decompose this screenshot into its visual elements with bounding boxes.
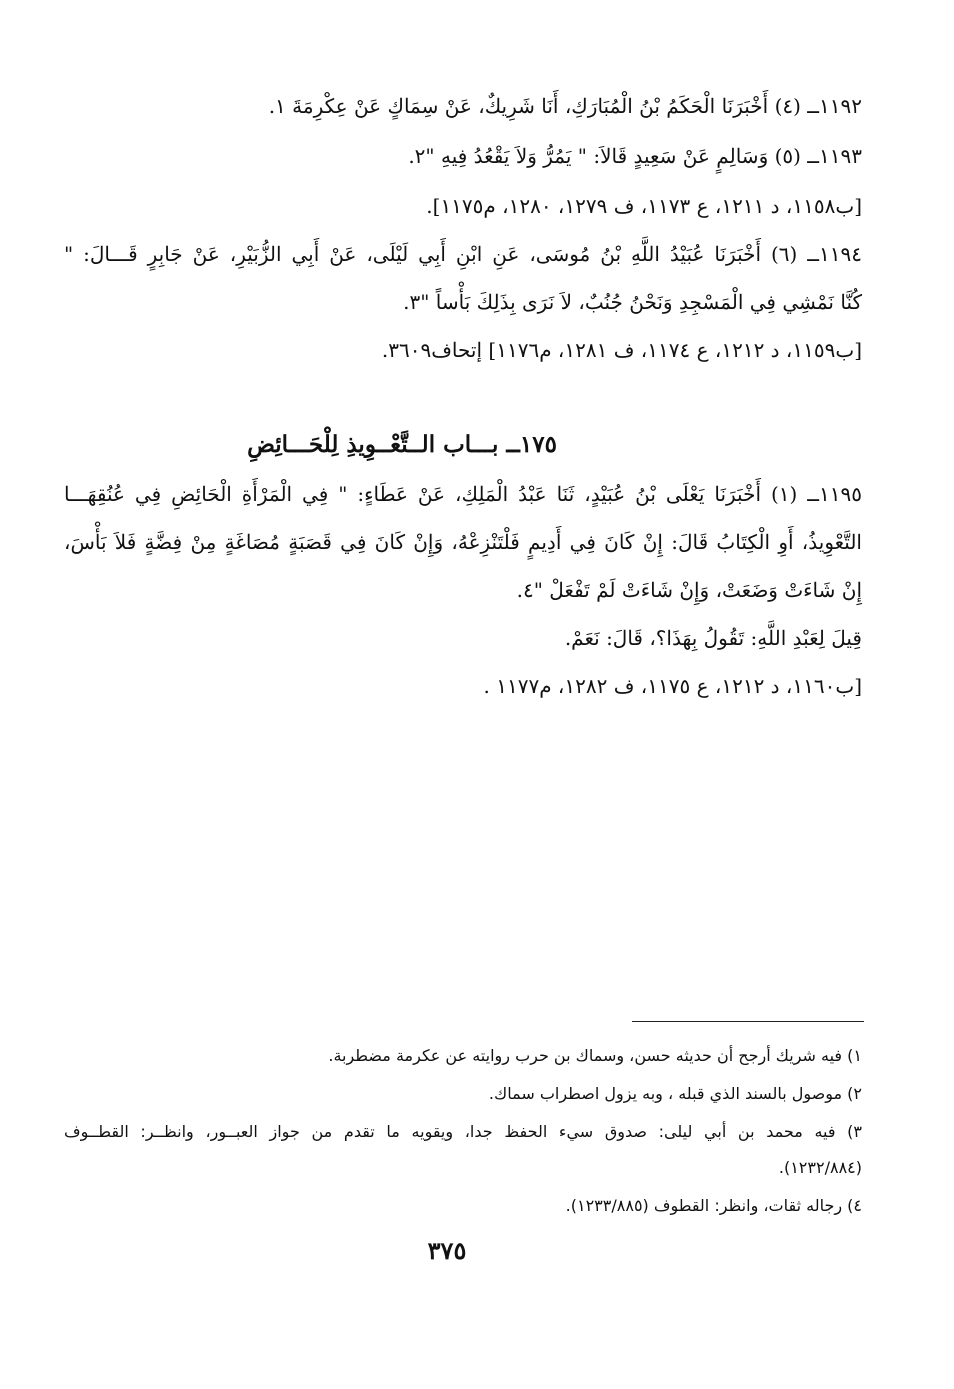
footnote-separator [632, 1021, 864, 1022]
question-line: قِيلَ لِعَبْدِ اللَّهِ: تَقُولُ بِهَذَا؟، قَالَ: نَعَمْ. [564, 626, 862, 650]
hadith-1195-continued: إِنْ شَاءَتْ وَضَعَتْ، وَإِنْ شَاءَتْ لَمْ تَفْعَلْ "٤. [516, 578, 862, 602]
footnote-4: ٤) رجاله ثقات، وانظر: القطوف (١٢٣٣/٨٨٥). [565, 1196, 862, 1215]
footnote-2: ٢) موصول بالسند الذي قبله ، وبه يزول اصطراب سماك. [488, 1084, 862, 1103]
hadith-1195-continued: التَّعْوِيذُ، أَوِ الْكِتَابُ قَالَ: إِنْ كَانَ فِي أَدِيمٍ فَلْتَنْزِعْهُ، وَإِنْ كَانَ فِي قَصَبَةٍ مُصَاغَةٍ مِنْ فِضَّةٍ فَلاَ بَأْسَ، [64, 530, 862, 554]
reference-line: [ب١١٥٩، د ١٢١٢، ع ١١٧٤، ف ١٢٨١، م١١٧٦] إتحاف٣٦٠٩. [381, 338, 862, 362]
hadith-1195: ١١٩٥ــ (١) أَخْبَرَنَا يَعْلَى بْنُ عُبَيْدٍ، ثَنَا عَبْدُ الْمَلِكِ، عَنْ عَطَاءٍ: " فِي الْمَرْأَةِ الْحَائِضِ فِي عُنُقِهَـــا [64, 482, 862, 506]
footnote-3-continued: (١٢٣٢/٨٨٤). [778, 1158, 862, 1177]
reference-line: [ب١١٥٨، د ١٢١١، ع ١١٧٣، ف ١٢٧٩، ١٢٨٠، م١١٧٥]. [426, 194, 862, 218]
hadith-1193: ١١٩٣ــ (٥) وَسَالِمٍ عَنْ سَعِيدٍ قَالاَ: " يَمُرُّ وَلاَ يَقْعُدُ فِيهِ "٢. [408, 144, 862, 168]
footnote-3: ٣) فيه محمد بن أبي ليلى: صدوق سيء الحفظ جدا، ويقويه ما تقدم من جواز العبــور، وانظــر: القطــوف [64, 1122, 862, 1141]
footnote-1: ١) فيه شريك أرجح أن حديثه حسن، وسماك بن حرب روايته عن عكرمة مضطربة. [328, 1046, 862, 1065]
chapter-heading: ١٧٥ــ بـــاب الــتَّعْــوِيذِ لِلْحَـــائِضِ [247, 431, 557, 458]
page-number: ٣٧٥ [427, 1236, 467, 1265]
reference-line: [ب١١٦٠، د ١٢١٢، ع ١١٧٥، ف ١٢٨٢، م١١٧٧ . [483, 674, 862, 698]
hadith-1194-continued: كُنَّا نَمْشِي فِي الْمَسْجِدِ وَنَحْنُ جُنُبٌ، لاَ نَرَى بِذَلِكَ بَأْساً "٣. [403, 290, 862, 314]
hadith-1194: ١١٩٤ــ (٦) أَخْبَرَنَا عُبَيْدُ اللَّهِ بْنُ مُوسَى، عَنِ ابْنِ أَبِي لَيْلَى، عَنْ أَبِي الزُّبَيْرِ، عَنْ جَابِرٍ قَـــالَ: " [64, 242, 862, 266]
hadith-1192: ١١٩٢ــ (٤) أَخْبَرَنَا الْحَكَمُ بْنُ الْمُبَارَكِ، أَنَا شَرِيكٌ، عَنْ سِمَاكٍ عَنْ عِكْرِمَةَ ١. [268, 94, 862, 118]
